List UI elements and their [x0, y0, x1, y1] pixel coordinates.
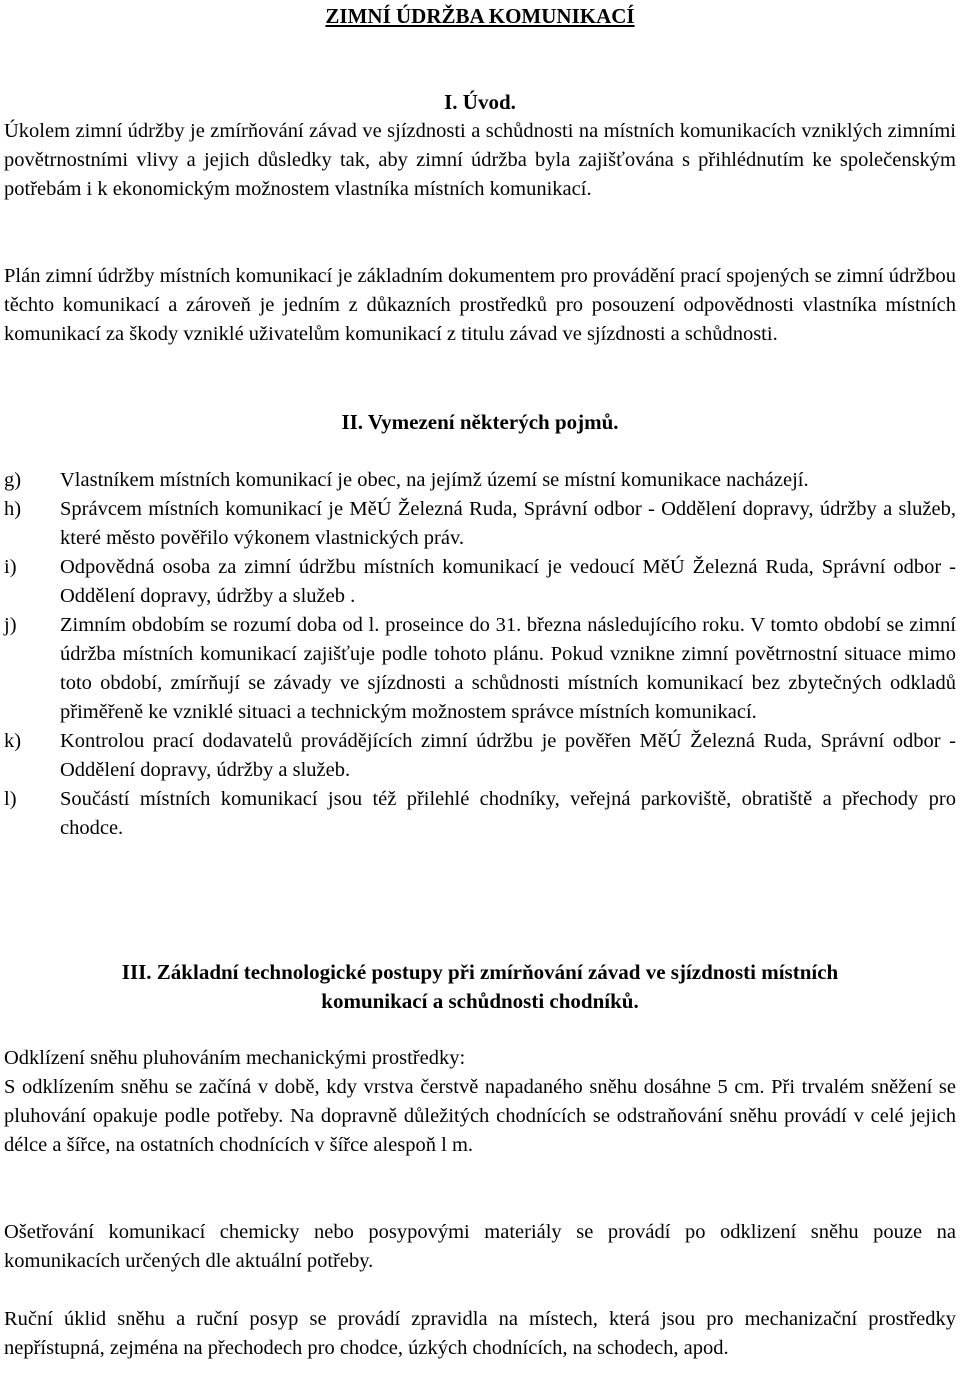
list-item-text: Zimním obdobím se rozumí doba od l. proseince do 31. března následujícího roku. V tomto období se zimní údržba místních komunikací zajišťuje podle tohoto plánu. Pokud vznikne zimní povětrnostní situace mimo toto období, zmírňují se závady ve sjízdnosti a schůdnosti místních komunikací bez zbytečných odkladů přiměřeně ke vzniklé situaci a technickým možnostem správce místních komunikací. — [60, 614, 956, 723]
list-item-text: Odpovědná osoba za zimní údržbu místních komunikací je vedoucí MěÚ Železná Ruda, Správní odbor - Oddělení dopravy, údržby a služeb . — [60, 556, 956, 607]
list-marker: g) — [4, 469, 22, 491]
list-item-text: Součástí místních komunikací jsou též přilehlé chodníky, veřejná parkoviště, obratiště a přechody pro chodce. — [60, 788, 956, 839]
list-item-text: Vlastníkem místních komunikací je obec, na jejímž území se místní komunikace nacházejí. — [60, 469, 809, 491]
list-item-text: Kontrolou prací dodavatelů provádějících zimní údržbu je pověřen MěÚ Železná Ruda, Správní odbor - Oddělení dopravy, údržby a služeb. — [60, 730, 956, 781]
section-3-paragraph-3: Ruční úklid sněhu a ruční posyp se provádí zpravidla na místech, která jsou pro mechanizační prostředky nepřístupná, zejména na přechodech pro chodce, úzkých chodnících, na schodech, apod. — [4, 1308, 956, 1359]
list-marker: i) — [4, 556, 17, 578]
list-item — [4, 553, 956, 611]
section-3-heading-line-2: komunikací a schůdnosti chodníků. — [321, 989, 639, 1013]
section-3-heading — [4, 958, 956, 1016]
list-item — [4, 611, 956, 727]
section-3-paragraph-2: Ošetřování komunikací chemicky nebo posypovými materiály se provádí po odklizení sněhu pouze na komunikacích určených dle aktuální potřeby. — [4, 1221, 956, 1272]
section-3-paragraph-1: S odklízením sněhu se začíná v době, kdy vrstva čerstvě napadaného sněhu dosáhne 5 cm. Při trvalém sněžení se pluhování opakuje podle potřeby. Na dopravně důležitých chodnících se odstraňování sněhu provádí v celé jejich délce a šířce, na ostatních chodnících v šířce alespoň l m. — [4, 1076, 956, 1156]
section-3-subheading: Odklízení sněhu pluhováním mechanickými prostředky: — [4, 1047, 466, 1069]
section-1-paragraph-1: Úkolem zimní údržby je zmírňování závad ve sjízdnosti a schůdnosti na místních komunikacích vzniklých zimními povětrnostními vlivy a jejich důsledky tak, aby zimní údržba byla zajišťována s přihlédnutím ke společenským potřebám i k ekonomickým možnostem vlastníka místních komunikací. — [4, 120, 956, 200]
list-item — [4, 466, 956, 495]
list-marker: j) — [4, 614, 17, 636]
section-1-heading: I. Úvod. — [444, 90, 516, 114]
definitions-list — [4, 466, 956, 843]
section-3-heading-line-1: III. Základní technologické postupy při zmírňování závad ve sjízdnosti místních — [121, 960, 839, 984]
document-title: ZIMNÍ ÚDRŽBA KOMUNIKACÍ — [325, 4, 635, 28]
list-item — [4, 785, 956, 843]
list-marker: k) — [4, 730, 22, 752]
list-marker: l) — [4, 788, 17, 810]
section-2-heading: II. Vymezení některých pojmů. — [341, 410, 619, 434]
list-item-text: Správcem místních komunikací je MěÚ Železná Ruda, Správní odbor - Oddělení dopravy, údržby a služeb, které město pověřilo výkonem vlastnických práv. — [60, 498, 956, 549]
section-1-paragraph-2: Plán zimní údržby místních komunikací je základním dokumentem pro provádění prací spojených se zimní údržbou těchto komunikací a zároveň je jedním z důkazních prostředků pro posouzení odpovědnosti vlastníka místních komunikací za škody vzniklé uživatelům komunikací z titulu závad ve sjízdnosti a schůdnosti. — [4, 265, 956, 345]
list-item — [4, 495, 956, 553]
list-item — [4, 727, 956, 785]
list-marker: h) — [4, 498, 22, 520]
